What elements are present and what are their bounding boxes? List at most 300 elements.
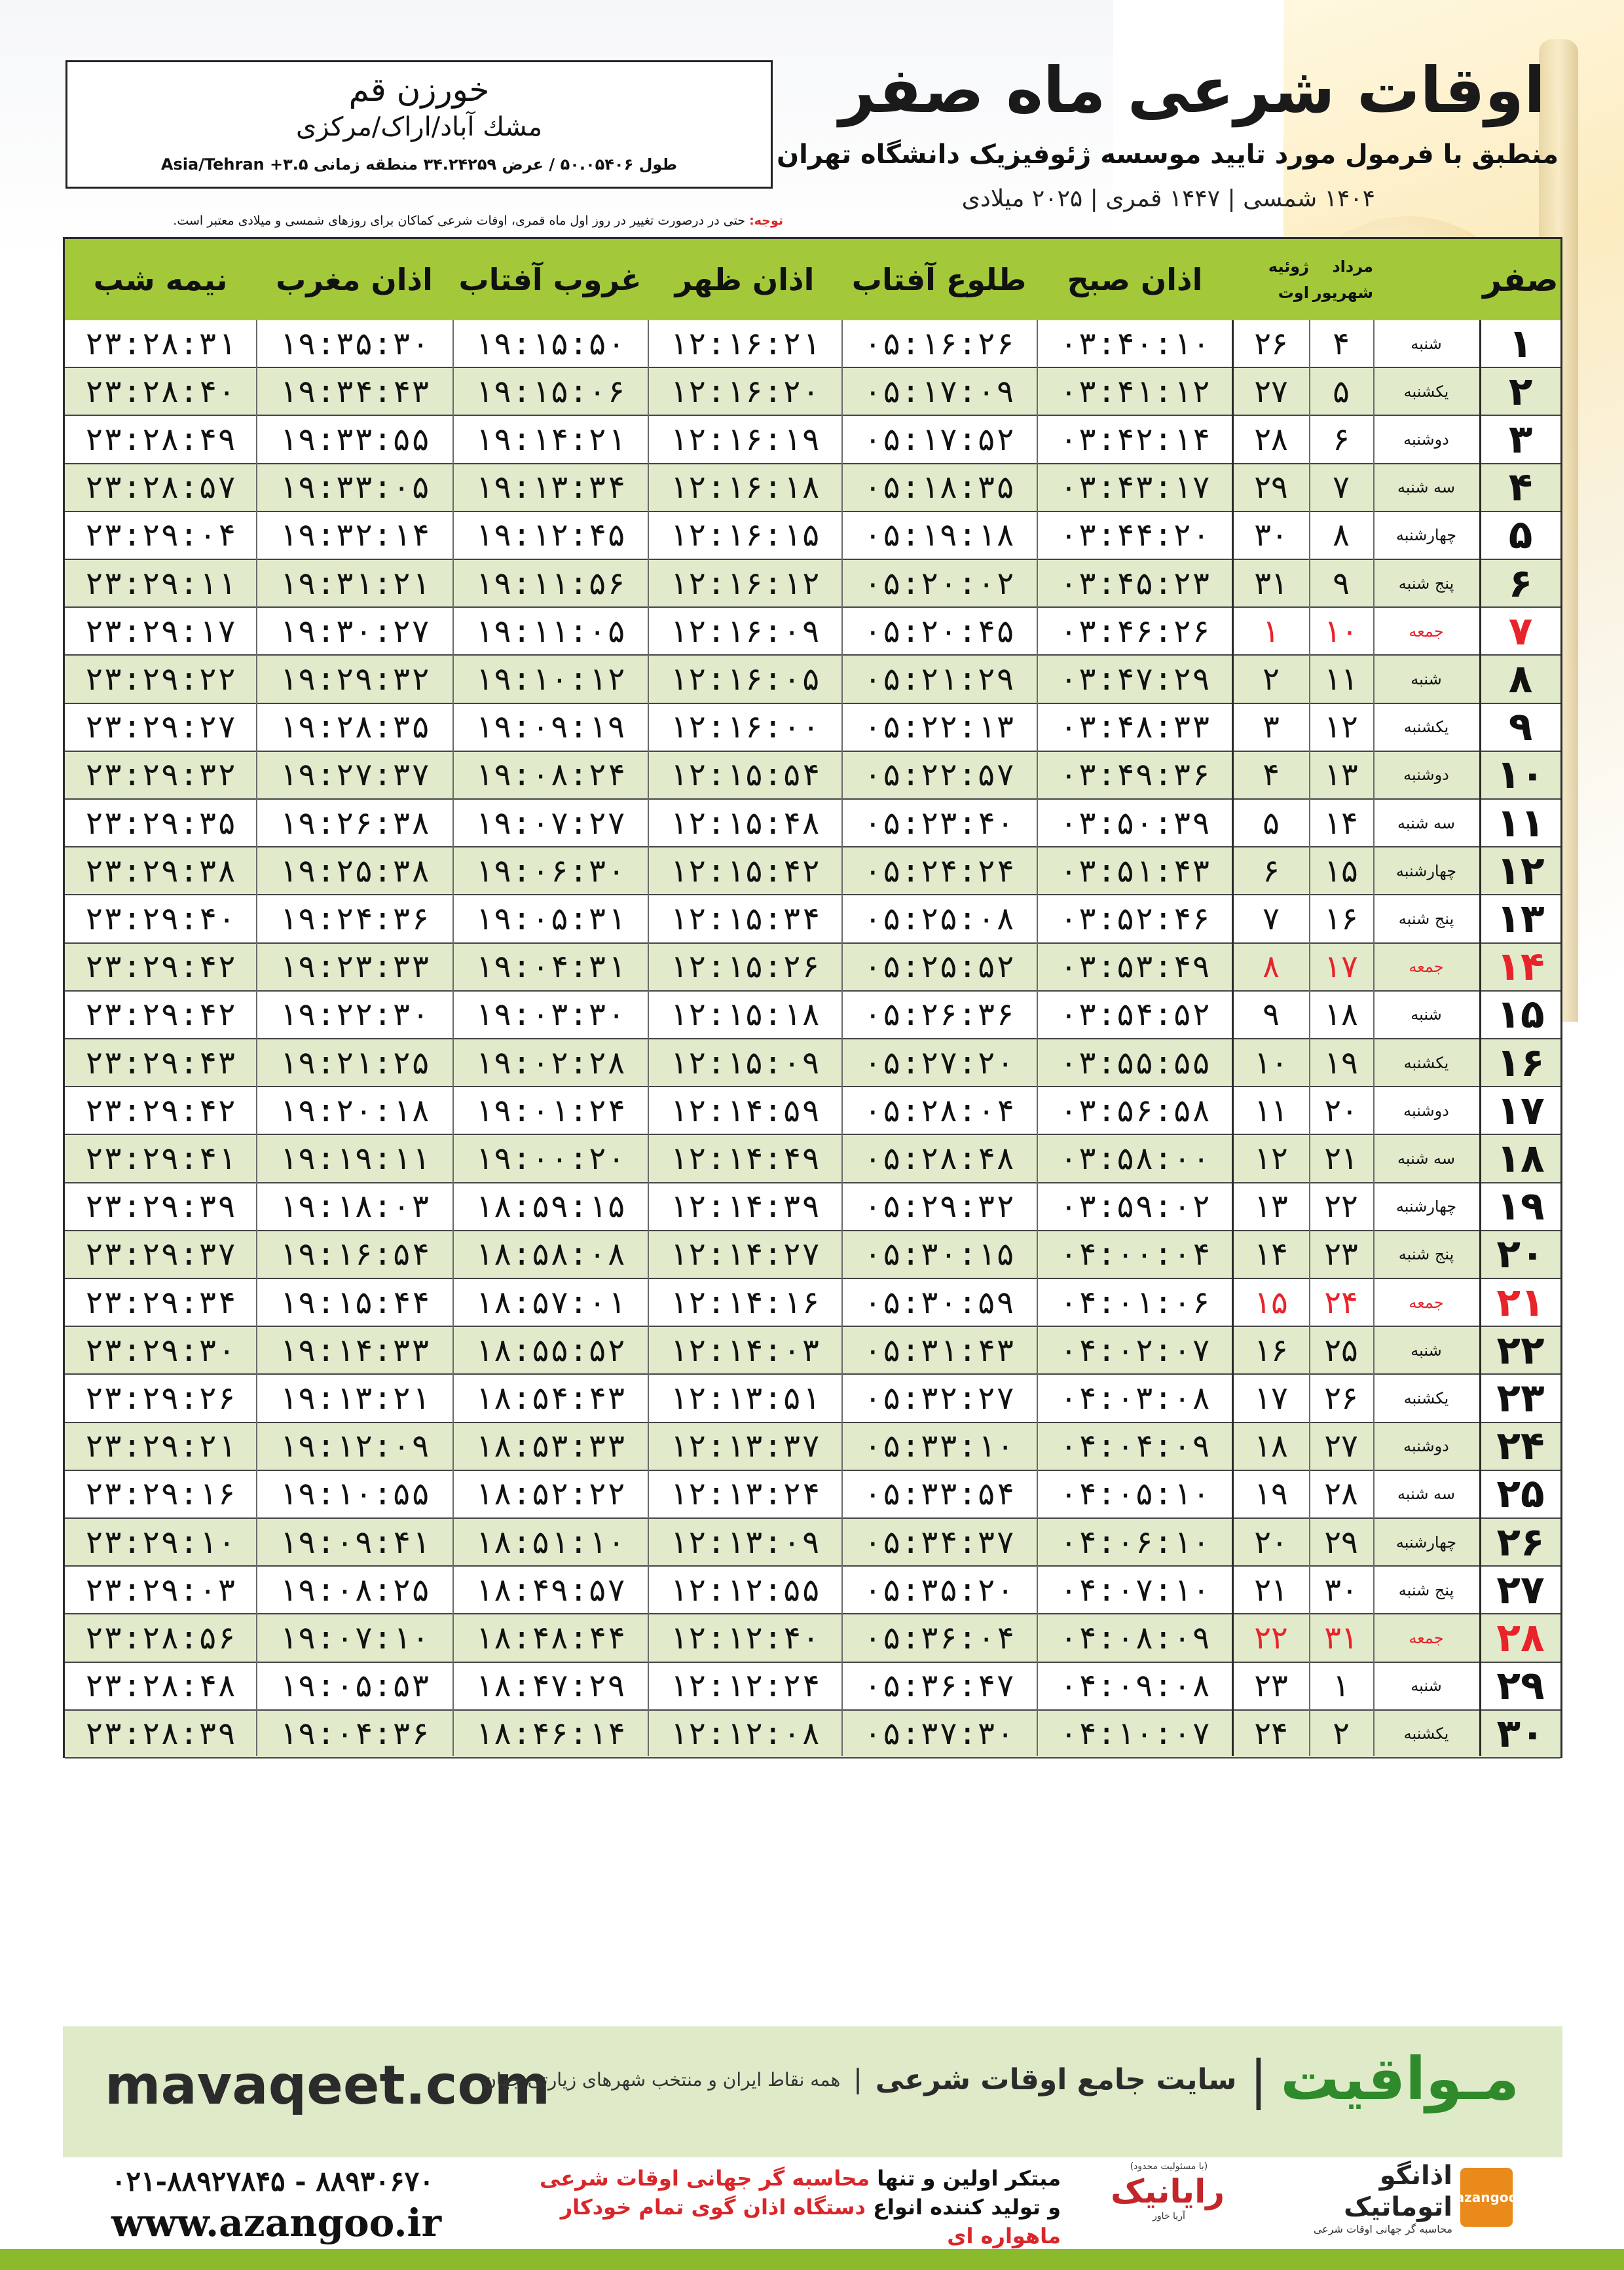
cell-n: ۲۰	[1496, 1231, 1545, 1278]
cell-sunset: ۱۹:۰۰:۲۰	[474, 1140, 626, 1177]
table-row	[65, 1279, 1560, 1327]
location-box	[65, 60, 773, 189]
cell-sh: ۲۳	[1324, 1236, 1358, 1273]
cell-sunset: ۱۹:۱۱:۰۵	[474, 612, 626, 650]
cell-n: ۱۸	[1496, 1135, 1545, 1182]
cell-gr: ۱۶	[1254, 1331, 1288, 1369]
cell-midnight: ۲۳:۲۸:۳۱	[84, 325, 236, 362]
cell-sh: ۶	[1333, 420, 1350, 458]
promo-highlight: دستگاه اذان گوی تمام خودکار ماهواره ای	[560, 2195, 1061, 2248]
cell-wd: یکشنبه	[1403, 1724, 1449, 1743]
azangoo-logo-icon: azangoo	[1460, 2168, 1513, 2227]
cell-fajr: ۰۳:۴۸:۳۳	[1059, 709, 1211, 746]
cell-dhuhr: ۱۲:۱۶:۱۸	[669, 469, 821, 506]
cell-midnight: ۲۳:۲۹:۱۷	[84, 612, 236, 650]
page-subtitle: منطبق با فرمول مورد تایید موسسه ژئوفیزیک دانشگاه تهران	[776, 140, 1559, 170]
cell-midnight: ۲۳:۲۹:۲۷	[84, 709, 236, 746]
cell-sunrise: ۰۵:۳۶:۰۴	[863, 1619, 1015, 1656]
cell-gr: ۳۱	[1254, 565, 1288, 602]
cell-fajr: ۰۳:۴۷:۲۹	[1059, 660, 1211, 698]
table-header	[65, 239, 1560, 322]
header-shamsi-month: مرداد شهریور	[1312, 257, 1373, 302]
azangoo-logo	[1277, 2160, 1518, 2235]
cell-maghrib: ۱۹:۲۱:۲۵	[278, 1044, 430, 1081]
cell-sunset: ۱۹:۰۸:۲۴	[474, 756, 626, 794]
cell-sunset: ۱۹:۰۷:۲۷	[474, 804, 626, 842]
cell-sunset: ۱۹:۰۹:۱۹	[474, 709, 626, 746]
cell-sunrise: ۰۵:۲۹:۳۲	[863, 1188, 1015, 1225]
cell-sunset: ۱۹:۱۳:۳۴	[474, 469, 626, 506]
table-row	[65, 464, 1560, 512]
notice	[63, 211, 783, 231]
header-dhuhr: اذان ظهر	[674, 262, 815, 297]
table-row	[65, 847, 1560, 895]
cell-wd: پنج شنبه	[1398, 909, 1454, 928]
cell-gr: ۲۷	[1254, 373, 1288, 410]
cell-gr: ۱۵	[1254, 1284, 1288, 1321]
cell-midnight: ۲۳:۲۹:۳۸	[84, 852, 236, 889]
cell-dhuhr: ۱۲:۱۶:۱۲	[669, 565, 821, 602]
table-row	[65, 512, 1560, 560]
phone-number: ۰۲۱-۸۸۹۲۷۸۴۵ - ۸۸۹۳۰۶۷۰	[111, 2165, 434, 2197]
table-row	[65, 368, 1560, 416]
cell-fajr: ۰۳:۵۲:۴۶	[1059, 900, 1211, 937]
cell-n: ۲۱	[1496, 1279, 1545, 1326]
cell-n: ۲۸	[1496, 1614, 1545, 1661]
cell-wd: یکشنبه	[1403, 718, 1449, 737]
cell-sunset: ۱۹:۰۴:۳۱	[474, 948, 626, 986]
cell-sunset: ۱۸:۵۳:۳۳	[474, 1428, 626, 1465]
cell-maghrib: ۱۹:۳۵:۳۰	[278, 325, 430, 362]
cell-dhuhr: ۱۲:۱۲:۵۵	[669, 1571, 821, 1609]
cell-wd: سه شنبه	[1397, 813, 1456, 832]
cell-n: ۱۶	[1496, 1039, 1545, 1086]
cell-sunrise: ۰۵:۲۸:۰۴	[863, 1092, 1015, 1129]
location-city: خورزن قم	[348, 71, 490, 109]
table-row	[65, 1327, 1560, 1375]
cell-wd: دوشنبه	[1403, 1437, 1449, 1456]
table-row	[65, 944, 1560, 992]
header-hijri-day: صفر	[1483, 261, 1559, 299]
cell-maghrib: ۱۹:۱۴:۳۳	[278, 1331, 430, 1369]
cell-dhuhr: ۱۲:۱۵:۳۴	[669, 900, 821, 937]
cell-n: ۱۴	[1496, 944, 1545, 990]
cell-sh: ۱۰	[1324, 612, 1358, 650]
table-row	[65, 800, 1560, 847]
cell-midnight: ۲۳:۲۹:۳۴	[84, 1284, 236, 1321]
cell-n: ۱۱	[1496, 800, 1545, 846]
cell-sunset: ۱۹:۰۲:۲۸	[474, 1044, 626, 1081]
table-row	[65, 1711, 1560, 1758]
cell-gr: ۶	[1263, 852, 1280, 889]
cell-maghrib: ۱۹:۳۱:۲۱	[278, 565, 430, 602]
cell-dhuhr: ۱۲:۱۵:۰۹	[669, 1044, 821, 1081]
cell-n: ۸	[1508, 656, 1533, 702]
promo-text-part: مبتکر اولین و تنها	[870, 2166, 1061, 2191]
table-row	[65, 1423, 1560, 1471]
cell-sh: ۱۵	[1324, 852, 1358, 889]
cell-midnight: ۲۳:۲۹:۱۶	[84, 1476, 236, 1513]
table-row	[65, 416, 1560, 464]
cell-gr: ۱۴	[1254, 1236, 1288, 1273]
cell-sunrise: ۰۵:۲۲:۱۳	[863, 709, 1015, 746]
cell-wd: شنبه	[1411, 669, 1442, 688]
cell-dhuhr: ۱۲:۱۳:۳۷	[669, 1428, 821, 1465]
cell-sunrise: ۰۵:۲۸:۴۸	[863, 1140, 1015, 1177]
cell-gr: ۱۹	[1254, 1476, 1288, 1513]
cell-wd: شنبه	[1411, 1677, 1442, 1696]
year-line: ۱۴۰۴ شمسی | ۱۴۴۷ قمری | ۲۰۲۵ میلادی	[961, 185, 1375, 212]
cell-n: ۵	[1508, 512, 1533, 559]
cell-n: ۷	[1508, 608, 1533, 654]
raianik-logo-note: (با مسئولیت محدود)	[1130, 2161, 1208, 2172]
cell-gr: ۱۷	[1254, 1379, 1288, 1417]
cell-dhuhr: ۱۲:۱۲:۲۴	[669, 1667, 821, 1705]
table-row	[65, 992, 1560, 1039]
cell-fajr: ۰۴:۰۳:۰۸	[1059, 1379, 1211, 1417]
cell-sunset: ۱۸:۵۴:۴۳	[474, 1379, 626, 1417]
cell-midnight: ۲۳:۲۸:۵۶	[84, 1619, 236, 1656]
cell-sunrise: ۰۵:۱۷:۵۲	[863, 420, 1015, 458]
cell-sunset: ۱۹:۰۵:۳۱	[474, 900, 626, 937]
cell-fajr: ۰۳:۴۶:۲۶	[1059, 612, 1211, 650]
raianik-logo-sub: آریا خاور	[1153, 2211, 1185, 2222]
cell-n: ۲۶	[1496, 1519, 1545, 1565]
cell-sunset: ۱۹:۱۰:۱۲	[474, 660, 626, 698]
cell-sunrise: ۰۵:۲۳:۴۰	[863, 804, 1015, 842]
cell-dhuhr: ۱۲:۱۶:۰۵	[669, 660, 821, 698]
cell-maghrib: ۱۹:۰۵:۵۳	[278, 1667, 430, 1705]
cell-fajr: ۰۳:۵۱:۴۳	[1059, 852, 1211, 889]
cell-fajr: ۰۴:۰۱:۰۶	[1059, 1284, 1211, 1321]
cell-fajr: ۰۳:۵۶:۵۸	[1059, 1092, 1211, 1129]
cell-wd: جمعه	[1409, 1293, 1444, 1312]
cell-wd: دوشنبه	[1403, 430, 1449, 449]
cell-gr: ۴	[1263, 756, 1280, 794]
cell-sh: ۵	[1333, 373, 1350, 410]
cell-wd: یکشنبه	[1403, 1053, 1449, 1072]
cell-sunrise: ۰۵:۲۰:۰۲	[863, 565, 1015, 602]
cell-fajr: ۰۳:۵۵:۵۵	[1059, 1044, 1211, 1081]
cell-maghrib: ۱۹:۱۸:۰۳	[278, 1188, 430, 1225]
cell-dhuhr: ۱۲:۱۴:۲۷	[669, 1236, 821, 1273]
cell-sh: ۲	[1333, 1715, 1350, 1753]
cell-gr: ۲	[1263, 660, 1280, 698]
cell-sunrise: ۰۵:۲۵:۵۲	[863, 948, 1015, 986]
table-row	[65, 1375, 1560, 1423]
header-fajr: اذان صبح	[1067, 262, 1203, 297]
cell-gr: ۱۱	[1254, 1092, 1288, 1129]
cell-n: ۲۵	[1496, 1471, 1545, 1517]
cell-gr: ۲۲	[1254, 1619, 1288, 1656]
cell-midnight: ۲۳:۲۸:۳۹	[84, 1715, 236, 1753]
cell-sunset: ۱۹:۰۳:۳۰	[474, 996, 626, 1033]
cell-sunrise: ۰۵:۱۶:۲۶	[863, 325, 1015, 362]
cell-wd: جمعه	[1409, 1628, 1444, 1647]
cell-gr: ۲۳	[1254, 1667, 1288, 1705]
cell-sunrise: ۰۵:۳۰:۱۵	[863, 1236, 1015, 1273]
cell-gr: ۱۰	[1254, 1044, 1288, 1081]
promo-highlight: محاسبه گر جهانی اوقات شرعی	[540, 2166, 870, 2191]
cell-wd: پنج شنبه	[1398, 574, 1454, 593]
cell-midnight: ۲۳:۲۹:۴۰	[84, 900, 236, 937]
cell-wd: یکشنبه	[1403, 1388, 1449, 1407]
cell-dhuhr: ۱۲:۱۲:۰۸	[669, 1715, 821, 1753]
cell-fajr: ۰۴:۰۲:۰۷	[1059, 1331, 1211, 1369]
cell-maghrib: ۱۹:۲۹:۳۲	[278, 660, 430, 698]
website-url[interactable]: www.azangoo.ir	[111, 2201, 442, 2245]
table-row	[65, 895, 1560, 943]
column-divider	[1309, 320, 1310, 1756]
cell-dhuhr: ۱۲:۱۶:۱۹	[669, 420, 821, 458]
cell-n: ۱۷	[1496, 1087, 1545, 1134]
cell-sh: ۴	[1333, 325, 1350, 362]
table-row	[65, 656, 1560, 703]
cell-wd: سه شنبه	[1397, 1485, 1456, 1504]
cell-maghrib: ۱۹:۲۶:۳۸	[278, 804, 430, 842]
cell-dhuhr: ۱۲:۱۶:۲۰	[669, 373, 821, 410]
cell-dhuhr: ۱۲:۱۴:۳۹	[669, 1188, 821, 1225]
cell-fajr: ۰۴:۰۵:۱۰	[1059, 1476, 1211, 1513]
cell-maghrib: ۱۹:۱۵:۴۴	[278, 1284, 430, 1321]
cell-sunset: ۱۸:۴۹:۵۷	[474, 1571, 626, 1609]
cell-gr: ۵	[1263, 804, 1280, 842]
cell-wd: دوشنبه	[1403, 766, 1449, 785]
cell-n: ۲۹	[1496, 1663, 1545, 1709]
cell-sh: ۲۵	[1324, 1331, 1358, 1369]
brand-separator: |	[1249, 2049, 1268, 2110]
table-row	[65, 1183, 1560, 1231]
cell-gr: ۲۶	[1254, 325, 1288, 362]
cell-sunset: ۱۸:۵۱:۱۰	[474, 1523, 626, 1561]
table-row	[65, 1663, 1560, 1711]
cell-midnight: ۲۳:۲۹:۲۱	[84, 1428, 236, 1465]
cell-fajr: ۰۳:۴۲:۱۴	[1059, 420, 1211, 458]
prayer-times-table	[63, 237, 1562, 1758]
cell-sh: ۲۸	[1324, 1476, 1358, 1513]
cell-wd: شنبه	[1411, 334, 1442, 353]
cell-dhuhr: ۱۲:۱۶:۱۵	[669, 517, 821, 554]
cell-sunset: ۱۸:۵۸:۰۸	[474, 1236, 626, 1273]
cell-maghrib: ۱۹:۱۹:۱۱	[278, 1140, 430, 1177]
cell-wd: جمعه	[1409, 622, 1444, 641]
cell-n: ۲۲	[1496, 1327, 1545, 1373]
cell-sunset: ۱۹:۱۲:۴۵	[474, 517, 626, 554]
header-sunrise: طلوع آفتاب	[851, 262, 1027, 297]
cell-sunrise: ۰۵:۳۶:۴۷	[863, 1667, 1015, 1705]
location-region: مشك آباد/اراک/مرکزی	[296, 112, 542, 142]
cell-sunset: ۱۹:۱۵:۰۶	[474, 373, 626, 410]
cell-fajr: ۰۳:۴۱:۱۲	[1059, 373, 1211, 410]
table-row	[65, 320, 1560, 368]
cell-maghrib: ۱۹:۲۷:۳۷	[278, 756, 430, 794]
cell-dhuhr: ۱۲:۱۵:۱۸	[669, 996, 821, 1033]
table-row	[65, 1135, 1560, 1183]
cell-sunrise: ۰۵:۲۲:۵۷	[863, 756, 1015, 794]
promo-line-2	[485, 2193, 1061, 2250]
cell-maghrib: ۱۹:۳۳:۵۵	[278, 420, 430, 458]
table-row	[65, 704, 1560, 752]
cell-sunset: ۱۹:۱۴:۲۱	[474, 420, 626, 458]
table-row	[65, 560, 1560, 608]
cell-fajr: ۰۴:۰۷:۱۰	[1059, 1571, 1211, 1609]
cell-n: ۴	[1508, 464, 1533, 511]
table-row	[65, 1614, 1560, 1662]
cell-midnight: ۲۳:۲۹:۳۷	[84, 1236, 236, 1273]
cell-midnight: ۲۳:۲۹:۳۵	[84, 804, 236, 842]
cell-dhuhr: ۱۲:۱۳:۵۱	[669, 1379, 821, 1417]
cell-midnight: ۲۳:۲۹:۲۲	[84, 660, 236, 698]
cell-sunrise: ۰۵:۲۰:۴۵	[863, 612, 1015, 650]
cell-midnight: ۲۳:۲۹:۳۹	[84, 1188, 236, 1225]
cell-fajr: ۰۳:۵۰:۳۹	[1059, 804, 1211, 842]
cell-gr: ۲۰	[1254, 1523, 1288, 1561]
cell-maghrib: ۱۹:۲۸:۳۵	[278, 709, 430, 746]
cell-wd: شنبه	[1411, 1005, 1442, 1024]
cell-gr: ۸	[1263, 948, 1280, 986]
cell-sunrise: ۰۵:۱۹:۱۸	[863, 517, 1015, 554]
cell-sunrise: ۰۵:۳۲:۲۷	[863, 1379, 1015, 1417]
column-divider	[1037, 320, 1038, 1756]
table-row	[65, 608, 1560, 656]
cell-maghrib: ۱۹:۲۲:۳۰	[278, 996, 430, 1033]
header-maghrib: اذان مغرب	[276, 262, 433, 297]
cell-fajr: ۰۳:۵۸:۰۰	[1059, 1140, 1211, 1177]
cell-maghrib: ۱۹:۳۰:۲۷	[278, 612, 430, 650]
cell-maghrib: ۱۹:۲۰:۱۸	[278, 1092, 430, 1129]
cell-gr: ۷	[1263, 900, 1280, 937]
cell-maghrib: ۱۹:۰۸:۲۵	[278, 1571, 430, 1609]
cell-n: ۹	[1508, 704, 1533, 751]
cell-gr: ۱	[1263, 612, 1280, 650]
cell-fajr: ۰۳:۴۵:۲۳	[1059, 565, 1211, 602]
cell-sh: ۱۸	[1324, 996, 1358, 1033]
column-divider	[1479, 320, 1481, 1756]
location-coordinates: طول ۵۰.۰۵۴۰۶ / عرض ۳۴.۲۴۲۵۹ منطقه زمانی ۳.۵+ Asia/Tehran	[160, 155, 678, 174]
brand-block	[483, 2043, 1519, 2115]
cell-n: ۱	[1508, 320, 1533, 367]
cell-dhuhr: ۱۲:۱۴:۰۳	[669, 1331, 821, 1369]
cell-sh: ۱۶	[1324, 900, 1358, 937]
brand-tagline: همه نقاط ایران و منتخب شهرهای زیارتی جهان	[483, 2068, 841, 2091]
notice-text: حتی در درصورت تغییر در روز اول ماه قمری، اوقات شرعی کماکان برای روزهای شمسی و میلادی معتبر است.	[173, 214, 746, 228]
cell-n: ۱۳	[1496, 895, 1545, 942]
cell-sunrise: ۰۵:۲۷:۲۰	[863, 1044, 1015, 1081]
cell-fajr: ۰۴:۱۰:۰۷	[1059, 1715, 1211, 1753]
cell-gr: ۱۳	[1254, 1188, 1288, 1225]
table-row	[65, 1231, 1560, 1279]
cell-midnight: ۲۳:۲۹:۰۳	[84, 1571, 236, 1609]
cell-dhuhr: ۱۲:۱۳:۲۴	[669, 1476, 821, 1513]
cell-sh: ۱	[1333, 1667, 1350, 1705]
cell-sh: ۳۱	[1324, 1619, 1358, 1656]
cell-n: ۶	[1508, 560, 1533, 606]
cell-wd: یکشنبه	[1403, 382, 1449, 401]
column-divider	[256, 320, 257, 1756]
cell-midnight: ۲۳:۲۸:۵۷	[84, 469, 236, 506]
cell-sunrise: ۰۵:۳۳:۵۴	[863, 1476, 1015, 1513]
raianik-logo-name: رایانیک	[1111, 2172, 1225, 2210]
cell-gr: ۱۸	[1254, 1428, 1288, 1465]
header-weekday	[1373, 239, 1481, 320]
cell-sunrise: ۰۵:۲۴:۲۴	[863, 852, 1015, 889]
cell-n: ۳۰	[1496, 1711, 1545, 1757]
cell-dhuhr: ۱۲:۱۶:۰۹	[669, 612, 821, 650]
cell-n: ۱۹	[1496, 1183, 1545, 1230]
promo-text	[485, 2164, 1061, 2250]
cell-midnight: ۲۳:۲۸:۴۰	[84, 373, 236, 410]
cell-dhuhr: ۱۲:۱۴:۵۹	[669, 1092, 821, 1129]
cell-dhuhr: ۱۲:۱۴:۴۹	[669, 1140, 821, 1177]
notice-label: توجه:	[749, 214, 783, 228]
cell-sunset: ۱۹:۰۶:۳۰	[474, 852, 626, 889]
cell-maghrib: ۱۹:۱۳:۲۱	[278, 1379, 430, 1417]
promo-text-part: و تولید کننده انواع	[865, 2195, 1061, 2220]
cell-sunset: ۱۸:۴۷:۲۹	[474, 1667, 626, 1705]
header-sunset: غروب آفتاب	[458, 262, 642, 297]
column-divider	[648, 320, 649, 1756]
cell-sunrise: ۰۵:۳۳:۱۰	[863, 1428, 1015, 1465]
cell-wd: سه شنبه	[1397, 1149, 1456, 1168]
cell-maghrib: ۱۹:۲۳:۳۳	[278, 948, 430, 986]
cell-n: ۱۰	[1496, 752, 1545, 798]
table-row	[65, 1567, 1560, 1614]
cell-wd: شنبه	[1411, 1341, 1442, 1360]
cell-sh: ۱۹	[1324, 1044, 1358, 1081]
table-row	[65, 1519, 1560, 1567]
cell-sunset: ۱۸:۴۸:۴۴	[474, 1619, 626, 1656]
raianik-logo	[1113, 2161, 1225, 2233]
azangoo-logo-text	[1277, 2160, 1452, 2235]
cell-n: ۱۵	[1496, 992, 1545, 1038]
azangoo-logo-name: اذانگو اتوماتیک	[1344, 2160, 1452, 2222]
site-url[interactable]: mavaqeet.com	[105, 2055, 551, 2117]
cell-sunset: ۱۹:۰۱:۲۴	[474, 1092, 626, 1129]
cell-wd: چهارشنبه	[1395, 1197, 1457, 1216]
cell-sunrise: ۰۵:۳۴:۳۷	[863, 1523, 1015, 1561]
cell-sh: ۱۴	[1324, 804, 1358, 842]
cell-sunrise: ۰۵:۳۵:۲۰	[863, 1571, 1015, 1609]
cell-sh: ۷	[1333, 469, 1350, 506]
cell-maghrib: ۱۹:۱۲:۰۹	[278, 1428, 430, 1465]
cell-gr: ۲۹	[1254, 469, 1288, 506]
cell-maghrib: ۱۹:۰۴:۳۶	[278, 1715, 430, 1753]
cell-sunset: ۱۸:۴۶:۱۴	[474, 1715, 626, 1753]
cell-gr: ۲۴	[1254, 1715, 1288, 1753]
cell-sunset: ۱۸:۵۵:۵۲	[474, 1331, 626, 1369]
cell-n: ۳	[1508, 416, 1533, 462]
page-title: اوقات شرعی ماه صفر	[839, 54, 1545, 127]
column-divider	[452, 320, 454, 1756]
cell-midnight: ۲۳:۲۸:۴۹	[84, 420, 236, 458]
cell-sunrise: ۰۵:۲۱:۲۹	[863, 660, 1015, 698]
column-divider	[841, 320, 843, 1756]
cell-wd: پنج شنبه	[1398, 1245, 1454, 1264]
cell-sh: ۱۲	[1324, 709, 1358, 746]
cell-sh: ۱۱	[1324, 660, 1358, 698]
cell-wd: جمعه	[1409, 958, 1444, 977]
cell-sh: ۲۹	[1324, 1523, 1358, 1561]
cell-fajr: ۰۴:۰۸:۰۹	[1059, 1619, 1211, 1656]
cell-sh: ۲۷	[1324, 1428, 1358, 1465]
cell-midnight: ۲۳:۲۹:۴۲	[84, 996, 236, 1033]
table-row	[65, 1039, 1560, 1087]
cell-gr: ۳۰	[1254, 517, 1288, 554]
cell-sunset: ۱۸:۵۹:۱۵	[474, 1188, 626, 1225]
cell-sunset: ۱۸:۵۷:۰۱	[474, 1284, 626, 1321]
cell-sunrise: ۰۵:۱۸:۳۵	[863, 469, 1015, 506]
cell-sh: ۳۰	[1324, 1571, 1358, 1609]
